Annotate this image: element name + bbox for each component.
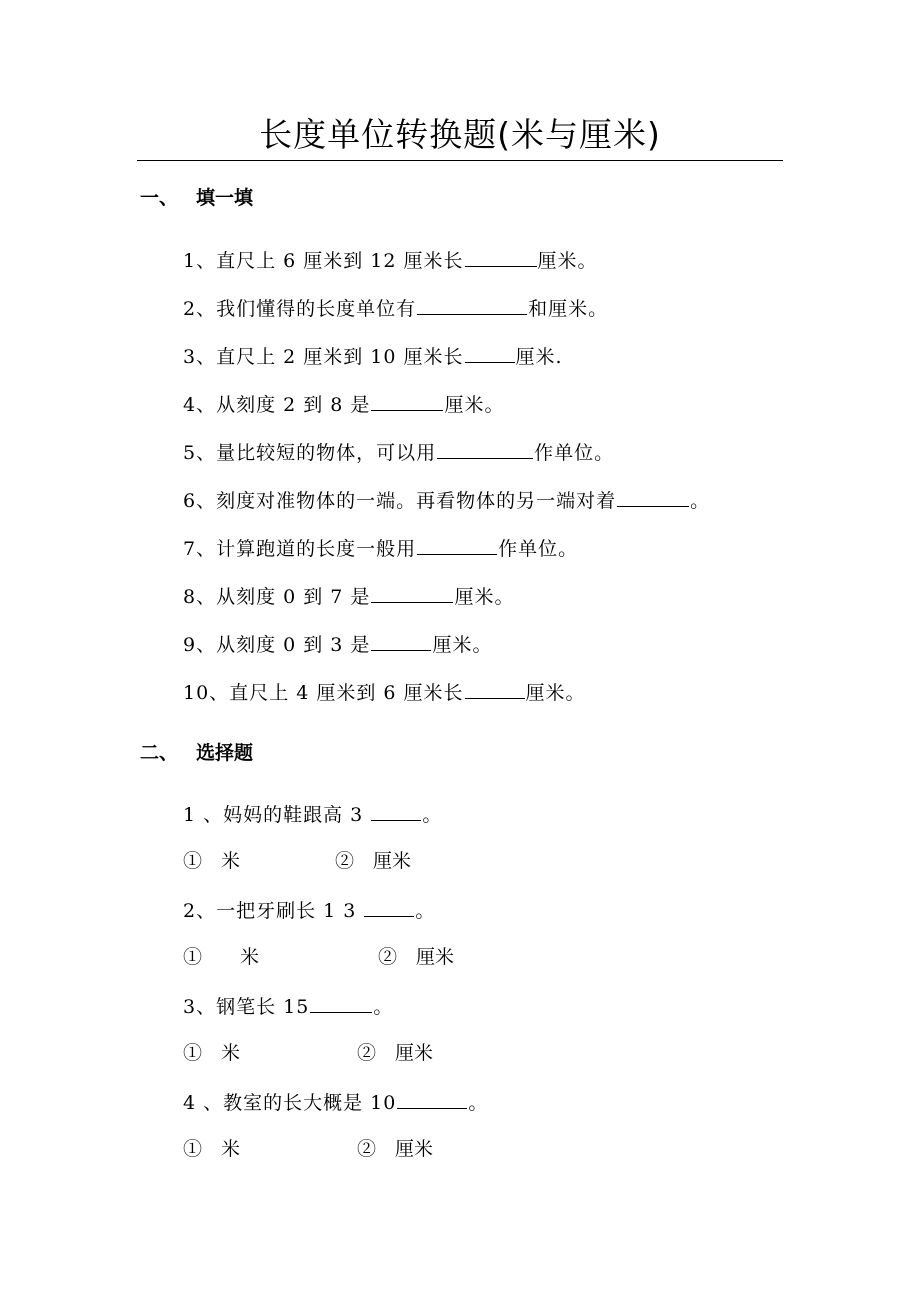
question-1-5: [183, 436, 614, 468]
question-number: 3、: [183, 996, 217, 1018]
question-suffix: 和厘米。: [528, 298, 609, 320]
question-number: 2、: [183, 900, 217, 922]
option-b[interactable]: ② 厘米: [357, 1042, 434, 1064]
option-a[interactable]: ① 米: [183, 1042, 241, 1064]
question-text: 从刻度 0 到 7 是: [216, 586, 371, 608]
question-number: 7、: [183, 538, 217, 560]
question-number: 2、: [183, 298, 217, 320]
question-suffix: 。: [415, 900, 436, 922]
question-1-10: [183, 676, 586, 708]
question-number: 1 、: [183, 804, 224, 826]
question-number: 3、: [183, 346, 217, 368]
option-b[interactable]: ② 厘米: [335, 850, 412, 872]
question-1-4: [183, 388, 504, 420]
question-number: 5、: [183, 442, 217, 464]
question-2-4: [183, 1086, 488, 1118]
question-1-9: [183, 628, 492, 660]
question-suffix: 厘米。: [454, 586, 515, 608]
question-1-6: [183, 484, 710, 516]
answer-blank[interactable]: [465, 340, 515, 363]
title-underline: [137, 160, 783, 161]
question-text: 从刻度 2 到 8 是: [216, 394, 371, 416]
option-a[interactable]: ① 米: [183, 850, 241, 872]
question-text: 妈妈的鞋跟高 3: [223, 804, 371, 826]
answer-blank[interactable]: [397, 1086, 467, 1109]
question-text: 一把牙刷长 1 3: [216, 900, 364, 922]
question-suffix: 厘米。: [525, 682, 586, 704]
question-suffix: 。: [373, 996, 394, 1018]
answer-blank[interactable]: [465, 676, 525, 699]
section-title: 填一填: [196, 187, 254, 209]
section-number: 一、: [140, 187, 179, 209]
question-1-8: [183, 580, 514, 612]
answer-blank[interactable]: [371, 580, 453, 603]
option-b[interactable]: ② 厘米: [357, 1138, 434, 1160]
answer-blank[interactable]: [617, 484, 689, 507]
answer-blank[interactable]: [417, 292, 527, 315]
answer-blank[interactable]: [371, 798, 421, 821]
question-suffix: 。: [690, 490, 711, 512]
option-b[interactable]: ② 厘米: [378, 946, 455, 968]
question-suffix: 。: [468, 1092, 489, 1114]
question-suffix: 。: [422, 804, 443, 826]
question-suffix: 厘米.: [515, 346, 563, 368]
question-number: 9、: [183, 634, 217, 656]
question-text: 量比较短的物体，可以用: [216, 442, 437, 464]
question-1-7: [183, 532, 578, 564]
question-suffix: 厘米。: [537, 250, 598, 272]
question-2-1: [183, 798, 442, 830]
question-suffix: 作单位。: [498, 538, 579, 560]
question-text: 刻度对准物体的一端。再看物体的另一端对着: [216, 490, 617, 512]
question-text: 直尺上 2 厘米到 10 厘米长: [216, 346, 464, 368]
question-number: 4 、: [183, 1092, 224, 1114]
question-1-1: [183, 244, 598, 276]
answer-blank[interactable]: [437, 436, 533, 459]
page-title: 长度单位转换题(米与厘米): [259, 115, 661, 154]
question-text: 直尺上 4 厘米到 6 厘米长: [229, 682, 464, 704]
question-number: 4、: [183, 394, 217, 416]
question-number: 8、: [183, 586, 217, 608]
option-a[interactable]: ① 米: [183, 946, 260, 968]
answer-blank[interactable]: [310, 990, 372, 1013]
question-number: 6、: [183, 490, 217, 512]
question-suffix: 作单位。: [534, 442, 615, 464]
question-2-3: [183, 990, 393, 1022]
question-suffix: 厘米。: [432, 634, 493, 656]
question-text: 直尺上 6 厘米到 12 厘米长: [216, 250, 464, 272]
answer-blank[interactable]: [371, 628, 431, 651]
question-1-2: [183, 292, 608, 324]
question-number: 1、: [183, 250, 217, 272]
question-text: 我们懂得的长度单位有: [216, 298, 417, 320]
question-text: 从刻度 0 到 3 是: [216, 634, 371, 656]
question-1-3: [183, 340, 563, 372]
answer-blank[interactable]: [465, 244, 537, 267]
answer-blank[interactable]: [364, 894, 414, 917]
question-number: 10、: [183, 682, 230, 704]
question-text: 教室的长大概是 10: [223, 1092, 397, 1114]
answer-blank[interactable]: [417, 532, 497, 555]
section-heading-fill-in: [140, 183, 253, 213]
question-suffix: 厘米。: [444, 394, 505, 416]
answer-blank[interactable]: [371, 388, 443, 411]
section-title: 选择题: [196, 742, 254, 764]
question-text: 计算跑道的长度一般用: [216, 538, 417, 560]
option-a[interactable]: ① 米: [183, 1138, 241, 1160]
question-2-2: [183, 894, 435, 926]
section-heading-multiple-choice: [140, 738, 253, 768]
question-text: 钢笔长 15: [216, 996, 310, 1018]
section-number: 二、: [140, 742, 179, 764]
